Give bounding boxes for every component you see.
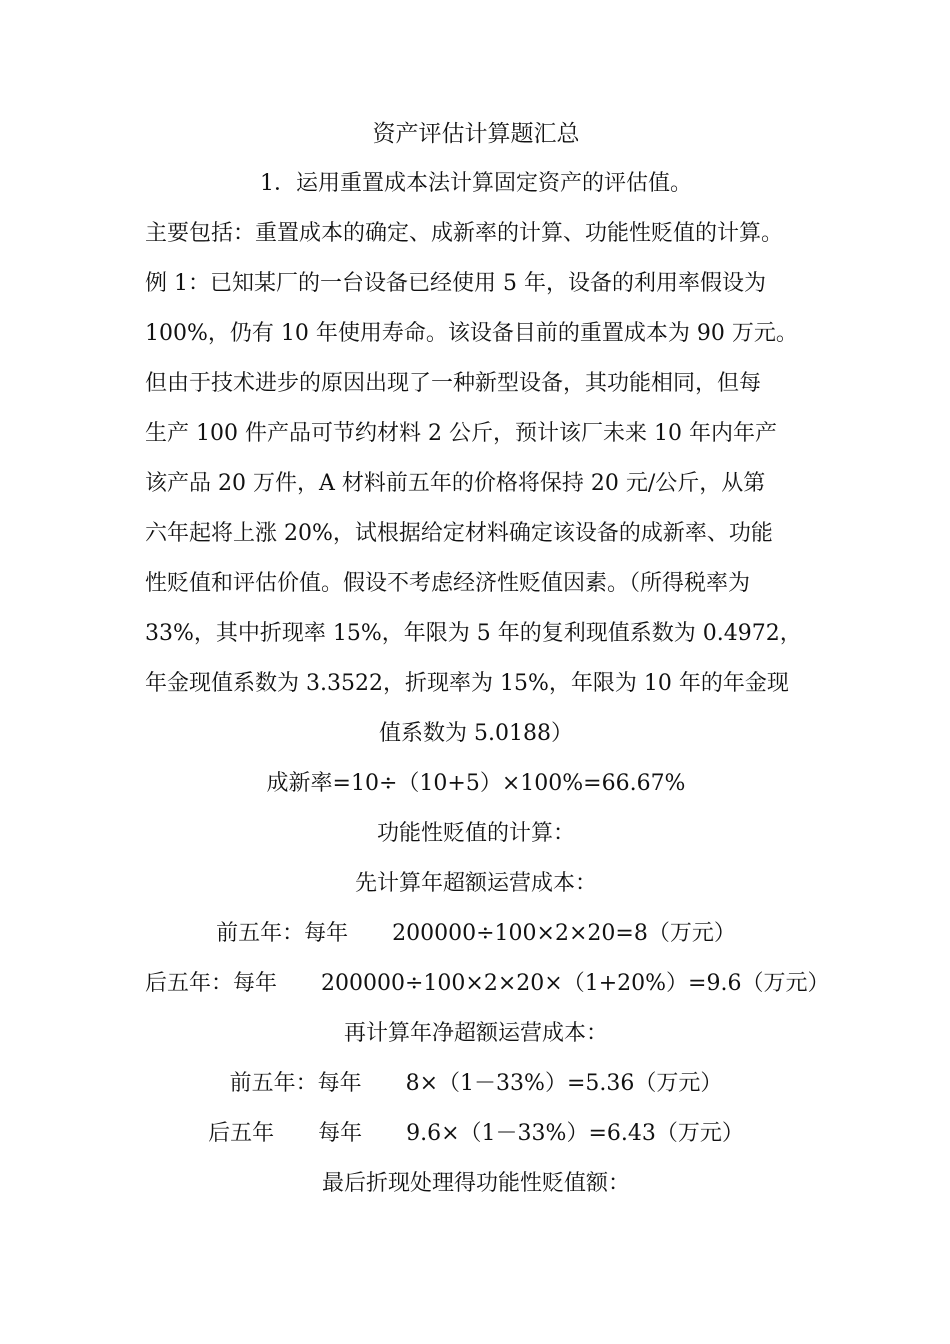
intro-paragraph: 主要包括：重置成本的确定、成新率的计算、功能性贬值的计算。 bbox=[145, 221, 784, 246]
example-line: 生产 100 件产品可节约材料 2 公斤，预计该厂未来 10 年内年产 bbox=[145, 421, 777, 446]
calc-line: 前五年：每年 200000÷100×2×20=8（万元） bbox=[216, 921, 736, 946]
example-line: 年金现值系数为 3.3522，折现率为 15%，年限为 10 年的年金现 bbox=[145, 671, 789, 696]
calc-line: 成新率=10÷（10+5）×100%=66.67% bbox=[266, 771, 686, 796]
section-heading: 1．运用重置成本法计算固定资产的评估值。 bbox=[260, 171, 692, 196]
calc-line: 后五年 每年 9.6×（1－33%）=6.43（万元） bbox=[208, 1121, 744, 1146]
example-line: 该产品 20 万件，A 材料前五年的价格将保持 20 元/公斤，从第 bbox=[145, 471, 766, 496]
example-line: 但由于技术进步的原因出现了一种新型设备，其功能相同，但每 bbox=[145, 371, 762, 396]
calc-line: 最后折现处理得功能性贬值额： bbox=[321, 1171, 630, 1196]
calc-line: 前五年：每年 8×（1－33%）=5.36（万元） bbox=[229, 1071, 723, 1096]
example-line: 性贬值和评估价值。假设不考虑经济性贬值因素。（所得税率为 bbox=[145, 571, 751, 596]
calc-line: 再计算年净超额运营成本： bbox=[343, 1021, 608, 1046]
example-line: 100%，仍有 10 年使用寿命。该设备目前的重置成本为 90 万元。 bbox=[145, 321, 798, 346]
example-line: 值系数为 5.0188） bbox=[379, 721, 573, 746]
example-line: 33%，其中折现率 15%，年限为 5 年的复利现值系数为 0.4972， bbox=[145, 621, 802, 646]
example-line: 六年起将上涨 20%，试根据给定材料确定该设备的成新率、功能 bbox=[145, 521, 773, 546]
document-title: 资产评估计算题汇总 bbox=[372, 121, 580, 147]
example-line: 例 1：已知某厂的一台设备已经使用 5 年，设备的利用率假设为 bbox=[145, 271, 766, 296]
calc-line: 功能性贬值的计算： bbox=[376, 821, 575, 846]
calc-line: 先计算年超额运营成本： bbox=[354, 871, 597, 896]
calc-line: 后五年：每年 200000÷100×2×20×（1+20%）=9.6（万元） bbox=[145, 971, 830, 996]
